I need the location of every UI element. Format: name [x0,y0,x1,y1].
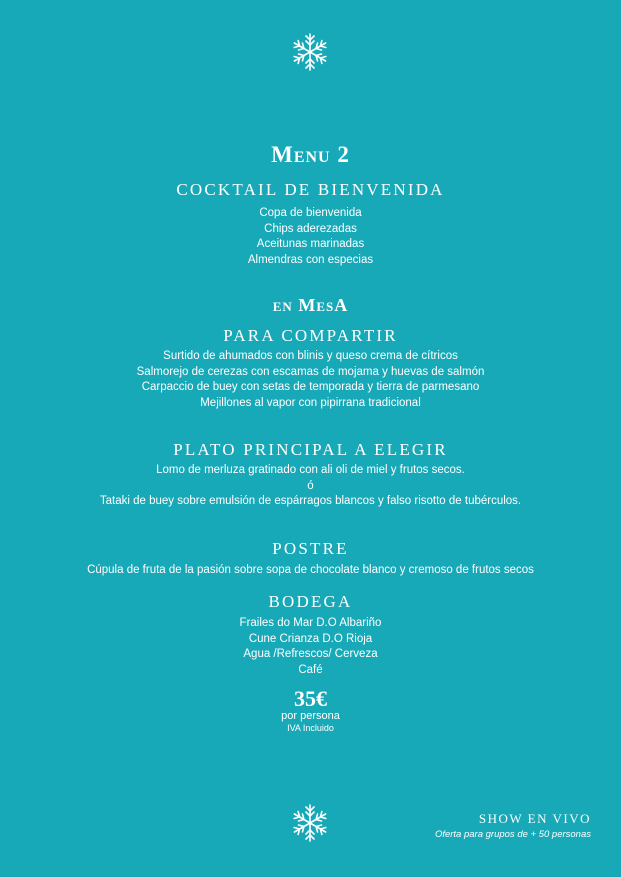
snowflake-icon [290,32,330,72]
list-item: Agua /Refrescos/ Cerveza [243,648,378,660]
en-mesa-heading: en MesA [272,295,349,315]
show-block [435,811,591,840]
list-item: Tataki de buey sobre emulsión de espárragos blancos y falso risotto de tubérculos. [99,495,522,507]
cocktail-list [0,206,621,268]
per-person-label: por persona [281,710,340,722]
principal-heading: PLATO PRINCIPAL A ELEGIR [173,440,448,459]
price: 35€ [294,686,327,711]
list-item: Copa de bienvenida [259,207,362,219]
cocktail-heading: COCKTAIL DE BIENVENIDA [176,180,445,199]
compartir-heading: PARA COMPARTIR [223,326,398,345]
show-subtitle: Oferta para grupos de + 50 personas [434,829,591,840]
list-item: Cune Crianza D.O Rioja [248,632,373,645]
list-item: Frailes do Mar D.O Albariño [239,617,382,629]
bodega-heading: BODEGA [268,592,353,611]
list-item: Salmorejo de cerezas con escamas de mojama y huevas de salmón [136,365,485,378]
list-item: Chips aderezadas [264,222,357,235]
show-title: SHOW EN VIVO [478,811,591,826]
bodega-list [0,616,621,678]
compartir-list [0,349,621,411]
menu-title: Menu 2 [271,142,350,167]
list-item: Lomo de merluza gratinado con ali oli de miel y frutos secos. [156,464,465,476]
list-item: ó [307,479,314,492]
list-item: Almendras con especias [247,253,374,266]
list-item: Mejillones al vapor con pipirrana tradicional [200,396,421,409]
principal-list [0,463,621,510]
list-item: Aceitunas marinadas [256,238,365,250]
snowflake-icon [290,803,330,843]
iva-label: IVA Incluido [287,723,334,733]
postre-list [0,563,621,579]
list-item: Carpaccio de buey con setas de temporada y tierra de parmesano [141,381,480,393]
postre-heading: POSTRE [272,539,349,558]
list-item: Cúpula de fruta de la pasión sobre sopa de chocolate blanco y cremoso de frutos secos [87,564,534,576]
list-item: Surtido de ahumados con blinis y queso crema de cítricos [163,350,458,362]
list-item: Café [298,663,323,676]
